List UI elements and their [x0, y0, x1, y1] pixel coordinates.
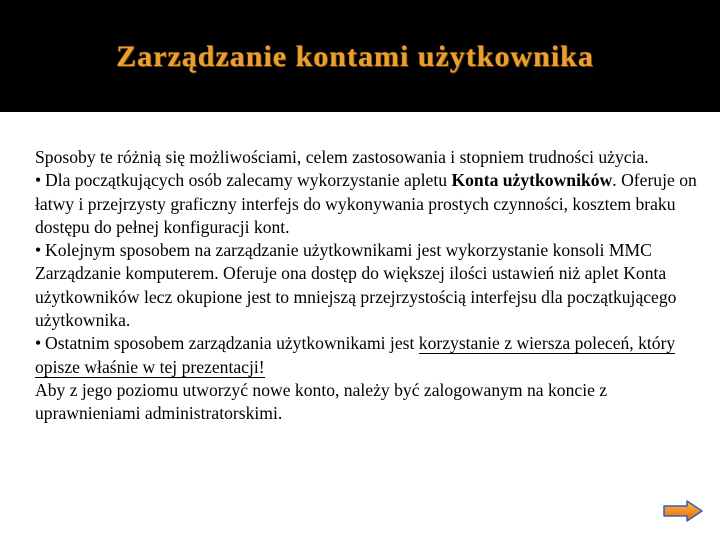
slide-title: Zarządzanie kontami użytkownika [116, 40, 594, 73]
bullet-3-text: Ostatnim sposobem zarządzania użytkownikami jest [45, 333, 419, 354]
bullet-1-bold: Konta użytkowników [451, 170, 613, 191]
bullet-1-text-b: . Oferuje on łatwy i przejrzysty graficzny interfejs do wykonywania prostych czynności, kosztem braku dostępu do pełnej konfiguracji kont. [35, 170, 697, 237]
outro-paragraph: Aby z jego poziomu utworzyć nowe konto, należy być zalogowanym na koncie z uprawnieniami administratorskimi. [35, 379, 608, 424]
bullet-icon: • [35, 240, 42, 261]
bullet-item-2 [35, 239, 705, 332]
slide-body [35, 146, 705, 426]
bullet-2-text: Kolejnym sposobem na zarządzanie użytkownikami jest wykorzystanie konsoli MMC Zarządzanie komputerem. Oferuje ona dostęp do większej ilości ustawień niż aplet Konta użytkowników lecz okupione jest to mniejszą przejrzystością interfejsu dla początkującego użytkownika. [35, 240, 677, 331]
intro-paragraph: Sposoby te różnią się możliwościami, celem zastosowania i stopniem trudności użycia. [35, 147, 649, 167]
bullet-icon: • [35, 333, 42, 354]
bullet-icon: • [35, 170, 42, 191]
bullet-item-1 [35, 169, 705, 239]
bullet-1-text-a: Dla początkujących osób zalecamy wykorzystanie apletu [45, 170, 452, 191]
presentation-link[interactable]: korzystanie z wiersza poleceń, który opisze właśnie w tej prezentacji! [35, 333, 676, 377]
next-slide-button[interactable] [663, 500, 703, 522]
bullet-item-3 [35, 332, 705, 379]
arrow-right-icon [663, 500, 703, 522]
